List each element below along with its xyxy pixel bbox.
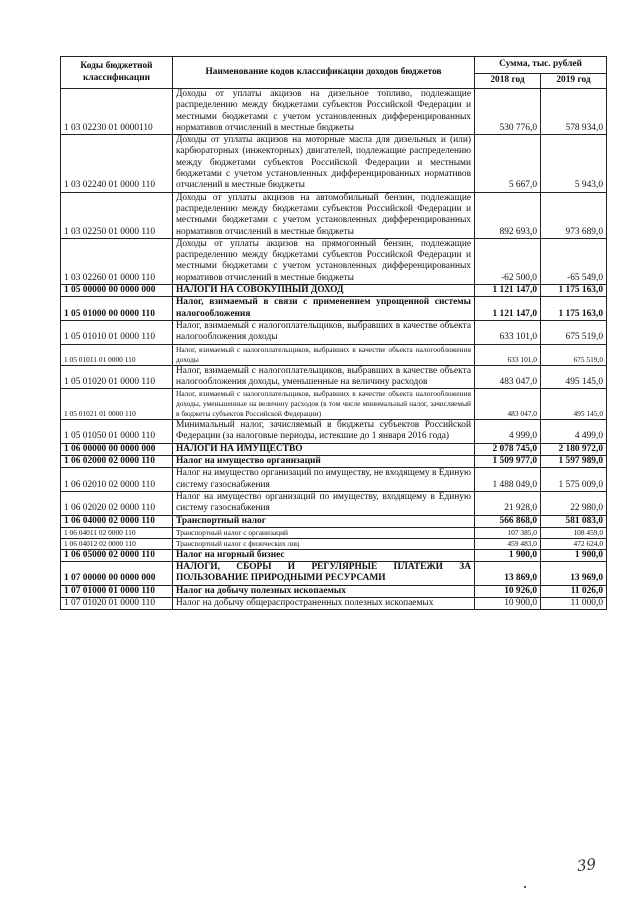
table-row xyxy=(61,89,607,135)
row-2018: 2 078 745,0 xyxy=(475,443,541,455)
row-name: НАЛОГИ НА СОВОКУПНЫЙ ДОХОД xyxy=(173,285,475,297)
row-2019: 11 026,0 xyxy=(541,585,607,597)
row-code: 1 05 00000 00 0000 000 xyxy=(61,285,173,297)
row-2018: 107 385,0 xyxy=(475,527,541,538)
table-row xyxy=(61,527,607,538)
row-2018: 1 509 977,0 xyxy=(475,456,541,468)
header-name: Наименование кодов классификации доходов бюджетов xyxy=(173,57,475,89)
row-2018: 1 121 147,0 xyxy=(475,297,541,321)
row-code: 1 03 02230 01 0000110 xyxy=(61,89,173,135)
row-name: Налог на имущество организаций по имуществу, не входящему в Единую систему газоснабжения xyxy=(173,468,475,492)
row-code: 1 06 04011 02 0000 110 xyxy=(61,527,173,538)
row-2018: 5 667,0 xyxy=(475,135,541,192)
row-2019: 675 519,0 xyxy=(541,344,607,365)
row-2019: 495 145,0 xyxy=(541,365,607,389)
row-name: Налог на добычу общераспространенных полезных ископаемых xyxy=(173,597,475,609)
row-code: 1 03 02250 01 0000 110 xyxy=(61,192,173,238)
row-2018: 4 999,0 xyxy=(475,420,541,444)
table-row xyxy=(61,585,607,597)
table-row xyxy=(61,192,607,238)
row-2019: 578 934,0 xyxy=(541,89,607,135)
row-code: 1 05 01011 01 0000 110 xyxy=(61,344,173,365)
row-2019: 13 969,0 xyxy=(541,562,607,586)
row-2018: 459 483,0 xyxy=(475,538,541,549)
row-2019: 1 575 009,0 xyxy=(541,468,607,492)
row-2018: 530 776,0 xyxy=(475,89,541,135)
row-code: 1 05 01021 01 0000 110 xyxy=(61,389,173,420)
row-code: 1 07 01000 01 0000 110 xyxy=(61,585,173,597)
row-2019: 495 145,0 xyxy=(541,389,607,420)
row-2018: 10 926,0 xyxy=(475,585,541,597)
row-2019: 5 943,0 xyxy=(541,135,607,192)
header-year-2018: 2018 год xyxy=(475,73,541,88)
row-code: 1 05 01010 01 0000 110 xyxy=(61,320,173,344)
scan-speck xyxy=(524,886,526,888)
row-2018: 1 121 147,0 xyxy=(475,285,541,297)
row-name: Налог, взимаемый в связи с применением упрощенной системы налогообложения xyxy=(173,297,475,321)
row-2019: 1 175 163,0 xyxy=(541,297,607,321)
row-name: Доходы от уплаты акцизов на дизельное топливо, подлежащие распределению между бюджетами субъектов Российской Федерации и местными бюджетами с учетом установленных дифференцированных нормативов отчислений в местные бюджеты xyxy=(173,89,475,135)
row-2019: 581 083,0 xyxy=(541,515,607,527)
row-2018: 10 900,0 xyxy=(475,597,541,609)
row-name: Налог, взимаемый с налогоплательщиков, выбравших в качестве объекта налогообложения доходы xyxy=(173,320,475,344)
row-2019: 22 980,0 xyxy=(541,491,607,515)
table-row xyxy=(61,549,607,561)
table-row xyxy=(61,297,607,321)
row-2018: 483 047,0 xyxy=(475,389,541,420)
row-name: Налог, взимаемый с налогоплательщиков, выбравших в качестве объекта налогообложения доходы, уменьшенные на величину расходов xyxy=(173,365,475,389)
row-name: Доходы от уплаты акцизов на моторные масла для дизельных и (или) карбюраторных (инжекторных) двигателей, подлежащие распределению между бюджетами субъектов Российской Федерации и местными бюджетами с учетом установленных дифференцированных нормативов отчислений в местные бюджеты xyxy=(173,135,475,192)
row-name: Транспортный налог с организаций xyxy=(173,527,475,538)
table-row xyxy=(61,389,607,420)
table-row xyxy=(61,344,607,365)
row-2019: 4 499,0 xyxy=(541,420,607,444)
row-2018: 1 488 049,0 xyxy=(475,468,541,492)
row-2019: 1 597 989,0 xyxy=(541,456,607,468)
row-2018: 633 101,0 xyxy=(475,320,541,344)
row-name: Налог, взимаемый с налогоплательщиков, выбравших в качестве объекта налогообложения доходы xyxy=(173,344,475,365)
row-2019: 1 175 163,0 xyxy=(541,285,607,297)
row-2019: -65 549,0 xyxy=(541,238,607,284)
row-code: 1 06 02020 02 0000 110 xyxy=(61,491,173,515)
table-row xyxy=(61,443,607,455)
table-row xyxy=(61,597,607,609)
row-2019: 1 900,0 xyxy=(541,549,607,561)
page-number: 39 xyxy=(575,854,598,876)
row-2019: 11 000,0 xyxy=(541,597,607,609)
row-2019: 973 689,0 xyxy=(541,192,607,238)
row-2018: 566 868,0 xyxy=(475,515,541,527)
row-2019: 472 624,0 xyxy=(541,538,607,549)
row-code: 1 06 02010 02 0000 110 xyxy=(61,468,173,492)
row-code: 1 06 04012 02 0000 110 xyxy=(61,538,173,549)
table-row xyxy=(61,135,607,192)
row-code: 1 05 01050 01 0000 110 xyxy=(61,420,173,444)
row-code: 1 03 02240 01 0000 110 xyxy=(61,135,173,192)
row-code: 1 06 05000 02 0000 110 xyxy=(61,549,173,561)
table-row xyxy=(61,285,607,297)
table-row xyxy=(61,320,607,344)
row-2018: -62 500,0 xyxy=(475,238,541,284)
row-code: 1 06 00000 00 0000 000 xyxy=(61,443,173,455)
table-row xyxy=(61,365,607,389)
row-name: НАЛОГИ НА ИМУЩЕСТВО xyxy=(173,443,475,455)
table-row xyxy=(61,468,607,492)
row-name: Минимальный налог, зачисляемый в бюджеты субъектов Российской Федерации (за налоговые периоды, истекшие до 1 января 2016 года) xyxy=(173,420,475,444)
row-2018: 21 928,0 xyxy=(475,491,541,515)
row-code: 1 06 02000 02 0000 110 xyxy=(61,456,173,468)
row-name: Налог на игорный бизнес xyxy=(173,549,475,561)
row-code: 1 07 00000 00 0000 000 xyxy=(61,562,173,586)
table-row xyxy=(61,538,607,549)
row-name: Транспортный налог с физических лиц xyxy=(173,538,475,549)
table-row xyxy=(61,238,607,284)
row-2019: 675 519,0 xyxy=(541,320,607,344)
row-name: Налог, взимаемый с налогоплательщиков, выбравших в качестве объекта налогообложения доходы, уменьшенные на величину расходов (в том числе минимальный налог, зачисляемый в бюджеты субъектов Российской Федерации) xyxy=(173,389,475,420)
row-code: 1 06 04000 02 0000 110 xyxy=(61,515,173,527)
row-name: Налог на имущество организаций xyxy=(173,456,475,468)
row-2018: 633 101,0 xyxy=(475,344,541,365)
table-row xyxy=(61,515,607,527)
header-code: Коды бюджетной классификации xyxy=(61,57,173,89)
row-2019: 2 180 972,0 xyxy=(541,443,607,455)
table-row xyxy=(61,420,607,444)
row-code: 1 05 01020 01 0000 110 xyxy=(61,365,173,389)
row-name: Налог на имущество организаций по имуществу, входящему в Единую систему газоснабжения xyxy=(173,491,475,515)
row-2019: 108 459,0 xyxy=(541,527,607,538)
row-2018: 483 047,0 xyxy=(475,365,541,389)
row-name: Доходы от уплаты акцизов на прямогонный бензин, подлежащие распределению между бюджетами субъектов Российской Федерации и местными бюджетами с учетом установленных дифференцированных нормативов отчислений в местные бюджеты xyxy=(173,238,475,284)
row-name: Налог на добычу полезных ископаемых xyxy=(173,585,475,597)
header-sum: Сумма, тыс. рублей xyxy=(475,57,607,74)
budget-table xyxy=(60,56,607,610)
row-2018: 13 869,0 xyxy=(475,562,541,586)
header-year-2019: 2019 год xyxy=(541,73,607,88)
table-row xyxy=(61,562,607,586)
row-code: 1 05 01000 00 0000 110 xyxy=(61,297,173,321)
table-row xyxy=(61,491,607,515)
row-code: 1 07 01020 01 0000 110 xyxy=(61,597,173,609)
table-row xyxy=(61,456,607,468)
row-code: 1 03 02260 01 0000 110 xyxy=(61,238,173,284)
row-2018: 892 693,0 xyxy=(475,192,541,238)
row-2018: 1 900,0 xyxy=(475,549,541,561)
row-name: НАЛОГИ, СБОРЫ И РЕГУЛЯРНЫЕ ПЛАТЕЖИ ЗА ПОЛЬЗОВАНИЕ ПРИРОДНЫМИ РЕСУРСАМИ xyxy=(173,562,475,586)
row-name: Транспортный налог xyxy=(173,515,475,527)
row-name: Доходы от уплаты акцизов на автомобильный бензин, подлежащие распределению между бюджетами субъектов Российской Федерации и местными бюджетами с учетом установленных дифференцированных нормативов отчислений в местные бюджеты xyxy=(173,192,475,238)
